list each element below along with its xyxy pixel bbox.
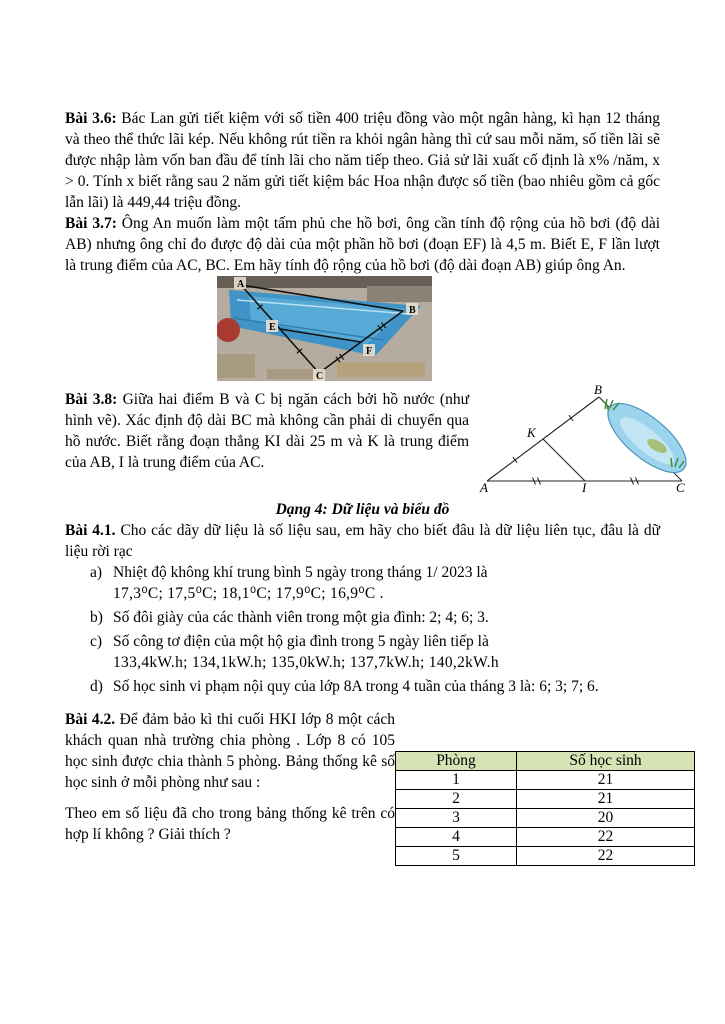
students-cell: 20 — [517, 809, 695, 828]
table-row — [396, 771, 695, 790]
problem-4-1-label: Bài 4.1. — [65, 522, 116, 539]
pool-label-B: B — [409, 305, 416, 316]
room-cell: 3 — [396, 809, 517, 828]
lake-diagram-svg — [477, 383, 692, 493]
list-item-a — [90, 562, 660, 604]
list-item-c-marker: c) — [90, 633, 103, 650]
students-cell: 22 — [517, 847, 695, 866]
table-row — [396, 847, 695, 866]
list-item-a-marker: a) — [90, 564, 103, 581]
problem-4-2-table-column — [395, 709, 695, 866]
pool-label-A: A — [237, 279, 245, 290]
problem-3-7-label: Bài 3.7: — [65, 215, 117, 232]
deck-chairs-left — [217, 354, 255, 378]
deck-chairs-right — [337, 362, 425, 377]
table-row — [396, 809, 695, 828]
problem-3-7 — [65, 213, 660, 276]
pool-photo-figure — [217, 276, 432, 381]
list-item-c-text: Số công tơ điện của một hộ gia đình trong 5 ngày liên tiếp là — [113, 633, 489, 650]
problem-4-2-question: Theo em số liệu đã cho trong bảng thống kê trên có hợp lí không ? Giải thích ? — [65, 805, 395, 843]
pool-label-C: C — [316, 371, 324, 381]
problem-3-7-text: Ông An muốn làm một tấm phủ che hồ bơi, ông cần tính độ rộng của hồ bơi (độ dài AB) nhưng ông chỉ đo được độ dài của một phần hồ bơi (đoạn EF) là 4,5 m. Biết E, F lần lượt là trung điểm của AC, BC. Em hãy tính độ rộng của hồ bơi (độ dài đoạn AB) giúp ông An. — [65, 215, 660, 274]
pool-label-E: E — [269, 322, 276, 333]
room-cell: 4 — [396, 828, 517, 847]
deck-chairs-bottom — [267, 369, 319, 379]
table-header-students: Số học sinh — [517, 752, 695, 771]
students-cell: 21 — [517, 790, 695, 809]
list-item-d — [90, 676, 660, 697]
list-item-d-text: Số học sinh vi phạm nội quy của lớp 8A trong 4 tuần của tháng 3 là: 6; 3; 7; 6. — [113, 678, 599, 695]
room-cell: 1 — [396, 771, 517, 790]
room-cell: 5 — [396, 847, 517, 866]
problem-4-2-block — [65, 709, 660, 866]
lake-label-K: K — [527, 425, 536, 440]
problem-4-1-text: Cho các dãy dữ liệu là số liệu sau, em hãy cho biết đâu là dữ liệu liên tục, đâu là dữ liệu rời rạc — [65, 522, 660, 560]
lake-label-A: A — [480, 480, 488, 493]
problem-4-2 — [65, 709, 395, 793]
students-cell: 21 — [517, 771, 695, 790]
list-item-a-text: Nhiệt độ không khí trung bình 5 ngày trong tháng 1/ 2023 là — [113, 564, 488, 581]
students-cell: 22 — [517, 828, 695, 847]
problem-4-2-text-column — [65, 709, 395, 866]
table-row — [396, 790, 695, 809]
problem-4-1 — [65, 520, 660, 562]
lake-label-I: I — [582, 480, 587, 493]
section-heading: Dạng 4: Dữ liệu và biểu đồ — [275, 501, 450, 518]
lake-label-B: B — [594, 383, 602, 397]
lake-shape — [597, 392, 692, 484]
pool-label-F: F — [366, 346, 373, 357]
pool-photo-svg — [217, 276, 432, 381]
lake-label-C: C — [676, 480, 685, 493]
problem-3-8-block — [65, 383, 685, 493]
table-header-row — [396, 752, 695, 771]
problem-3-6-label: Bài 3.6: — [65, 110, 117, 127]
list-item-c-values: 133,4kW.h; 134,1kW.h; 135,0kW.h; 137,7kW.h; 140,2kW.h — [113, 654, 499, 671]
list-item-b-marker: b) — [90, 609, 103, 626]
problem-3-8-label: Bài 3.8: — [65, 391, 118, 408]
problem-4-2-text: Để đảm bảo kì thi cuối HKI lớp 8 một cách khách quan nhà trường chia phòng . Lớp 8 có 105 học sinh được chia thành 5 phòng. Bảng thống kê số học sinh ở mỗi phòng như sau : — [65, 711, 395, 791]
room-cell: 2 — [396, 790, 517, 809]
list-item-a-values: 17,3⁰C; 17,5⁰C; 18,1⁰C; 17,9⁰C; 16,9⁰C . — [113, 585, 384, 602]
student-count-table — [395, 751, 695, 866]
problem-4-1-list — [65, 562, 660, 697]
problem-4-2-label: Bài 4.2. — [65, 711, 116, 728]
table-row — [396, 828, 695, 847]
lake-diagram-figure — [477, 383, 692, 493]
list-item-c — [90, 631, 660, 673]
problem-3-6-text: Bác Lan gửi tiết kiệm với số tiền 400 triệu đồng vào một ngân hàng, kì hạn 12 tháng và theo thể thức lãi kép. Nếu không rút tiền ra khỏi ngân hàng thì cứ sau mỗi năm, số tiền lãi sẽ được nhập làm vốn ban đầu để tính lãi cho năm tiếp theo. Giả sử lãi xuất cố định là x% /năm, x > 0. Tính x biết rằng sau 2 năm gửi tiết kiệm bác Hoa nhận được số tiền (bao nhiêu gồm cả gốc lẫn lãi) là 449,44 triệu đồng. — [65, 110, 661, 211]
table-header-room: Phòng — [396, 752, 517, 771]
list-item-b-text: Số đôi giày của các thành viên trong một gia đình: 2; 4; 6; 3. — [113, 609, 489, 626]
pool-background-wall — [367, 286, 432, 302]
list-item-b — [90, 607, 660, 628]
problem-3-6 — [65, 108, 660, 213]
red-umbrella — [217, 318, 240, 342]
list-item-d-marker: d) — [90, 678, 103, 695]
problem-3-8-text: Giữa hai điểm B và C bị ngăn cách bởi hồ nước (như hình vẽ). Xác định độ dài BC mà không cần phải di chuyển qua hồ nước. Biết rằng đoạn thẳng KI dài 25 m và K là trung điểm của AB, I là trung điểm của AC. — [65, 391, 469, 471]
